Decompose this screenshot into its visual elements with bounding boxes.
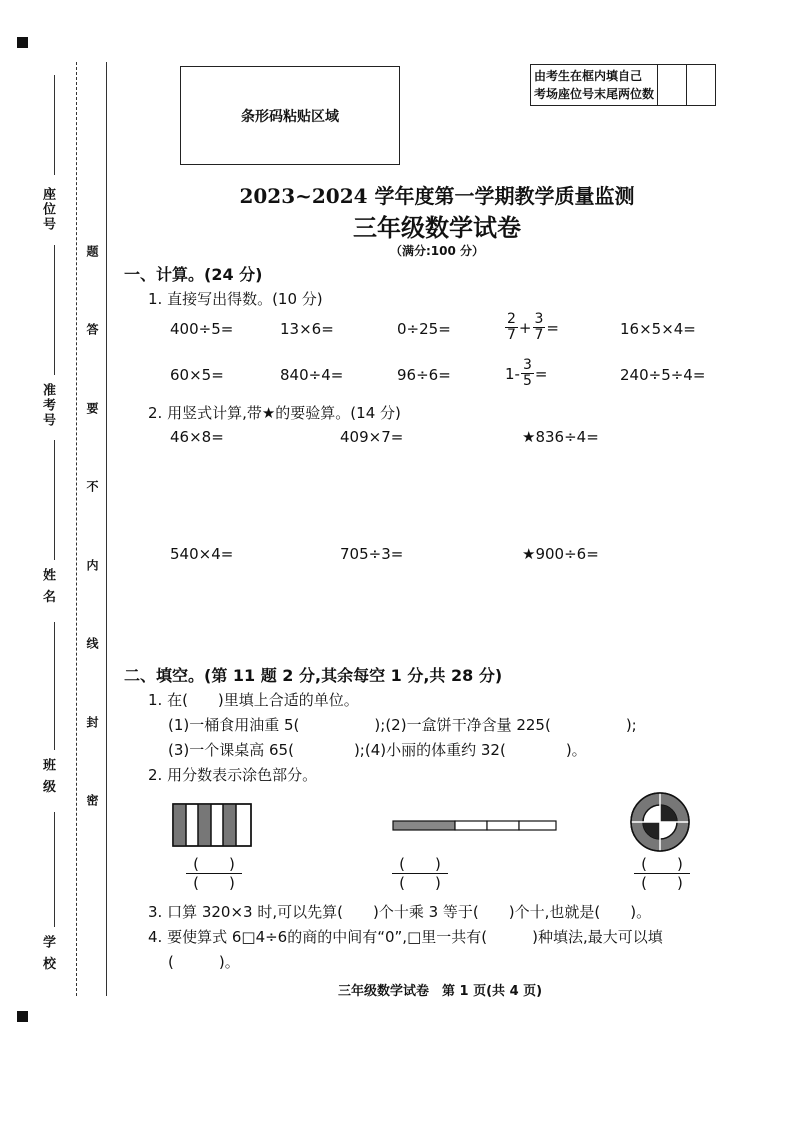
math-expression: 46×8=	[170, 428, 224, 446]
field-line	[54, 245, 55, 375]
field-line	[54, 75, 55, 175]
exam-subtitle: 三年级数学试卷	[353, 214, 521, 242]
seal-char: 题	[85, 245, 99, 259]
math-expression: ★900÷6=	[522, 545, 599, 563]
seal-char: 封	[85, 716, 99, 730]
seat-digit-cell[interactable]	[687, 65, 715, 105]
segmented-bar-figure	[392, 820, 558, 832]
question-label: 2. 用分数表示涂色部分。	[148, 766, 318, 784]
barcode-area	[180, 66, 400, 165]
question-label: 1. 直接写出得数。(10 分)	[148, 290, 323, 308]
seal-char: 要	[85, 402, 99, 416]
math-expression: 840÷4=	[280, 366, 344, 384]
field-exam-number: 准考号	[40, 383, 55, 428]
seal-char: 内	[85, 559, 99, 573]
question-line: ( )。	[168, 953, 240, 971]
math-expression: ★836÷4=	[522, 428, 599, 446]
field-class: 班 级	[40, 758, 55, 795]
shaded-circle-figure	[629, 791, 691, 853]
fraction: $\frac{3}{5}$	[522, 357, 532, 389]
question-label: 1. 在( )里填上合适的单位。	[148, 691, 359, 709]
question-line: 3. 口算 320×3 时,可以先算( )个十乘 3 等于( )个十,也就是( )。	[148, 903, 652, 921]
answer-fraction[interactable]: ( ) ( )	[634, 855, 690, 892]
question-line: 4. 要使算式 6□4÷6的商的中间有“0”,□里一共有( )种填法,最大可以填	[148, 928, 663, 946]
math-expression: 400÷5=	[170, 320, 234, 338]
math-expression: 540×4=	[170, 545, 234, 563]
math-expression: 0÷25=	[397, 320, 451, 338]
seal-char: 不	[85, 480, 99, 494]
fraction-expression: $\frac{2}{7}$ + $\frac{3}{7}$ =	[507, 311, 559, 343]
answer-fraction[interactable]: ( ) ( )	[392, 855, 448, 892]
seal-char: 线	[85, 637, 99, 651]
corner-mark-top	[17, 37, 28, 48]
field-line	[54, 440, 55, 560]
seal-char: 密	[85, 794, 99, 808]
field-school: 学 校	[40, 935, 55, 972]
section-heading: 二、填空。(第 11 题 2 分,其余每空 1 分,共 28 分)	[124, 666, 503, 685]
page-footer: 三年级数学试卷 第 1 页(共 4 页)	[338, 984, 543, 999]
exam-title: 2023~2024 学年度第一学期教学质量监测	[239, 184, 635, 208]
fraction: $\frac{2}{7}$	[507, 311, 516, 343]
exam-score: （满分:100 分）	[389, 244, 485, 258]
striped-rectangle-figure	[172, 803, 252, 847]
fraction-expression: 1- $\frac{3}{5}$ =	[505, 357, 548, 389]
answer-fraction[interactable]: ( ) ( )	[186, 855, 242, 892]
corner-mark-bottom	[17, 1011, 28, 1022]
math-expression: 96÷6=	[397, 366, 451, 384]
math-expression: 409×7=	[340, 428, 404, 446]
field-line	[54, 812, 55, 927]
barcode-label: 条形码粘贴区域	[241, 108, 339, 125]
question-label: 2. 用竖式计算,带★的要验算。(14 分)	[148, 404, 401, 422]
field-seat-number: 座位号	[40, 187, 55, 232]
seat-box-label: 由考生在框内填自己 考场座位号末尾两位数	[531, 65, 658, 105]
seal-char: 答	[85, 323, 99, 337]
question-line: (1)一桶食用油重 5( );(2)一盒饼干净含量 225( );	[168, 716, 637, 734]
math-expression: 60×5=	[170, 366, 224, 384]
fraction: $\frac{3}{7}$	[534, 311, 544, 343]
seat-digit-cell[interactable]	[658, 65, 687, 105]
math-expression: 16×5×4=	[620, 320, 696, 338]
math-expression: 240÷5÷4=	[620, 366, 706, 384]
question-line: (3)一个课桌高 65( );(4)小丽的体重约 32( )。	[168, 741, 587, 759]
section-heading: 一、计算。(24 分)	[124, 265, 263, 284]
math-expression: 13×6=	[280, 320, 334, 338]
field-name: 姓 名	[40, 568, 55, 605]
math-expression: 705÷3=	[340, 545, 404, 563]
seat-number-box	[530, 64, 716, 106]
field-line	[54, 622, 55, 750]
